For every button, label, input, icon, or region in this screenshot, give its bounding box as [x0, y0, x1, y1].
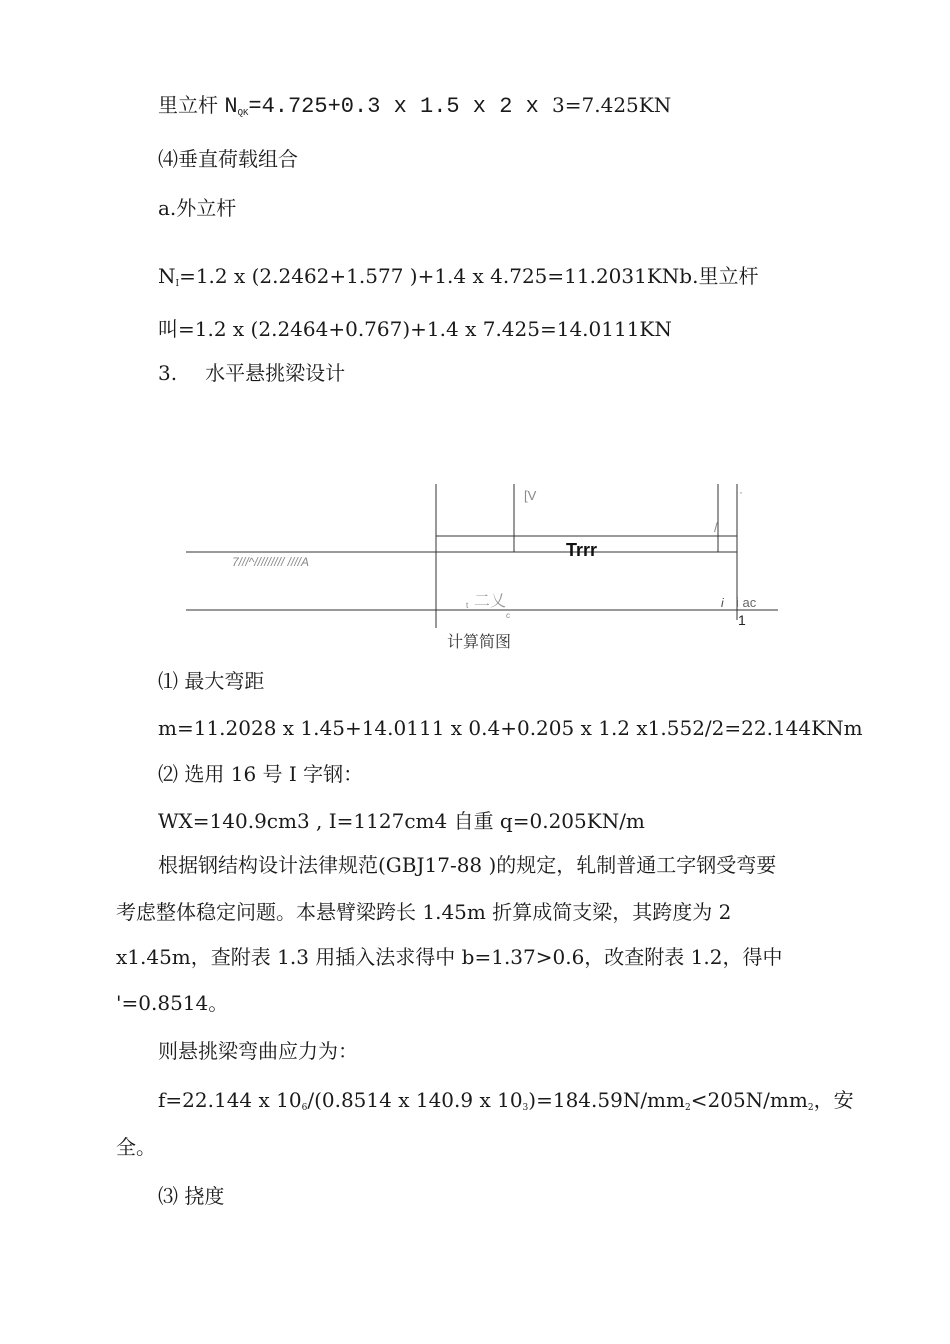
label-c: c [506, 611, 510, 620]
heading-max-moment: ⑴ 最大弯距 [158, 669, 265, 693]
heading-deflection: ⑶ 挠度 [158, 1184, 225, 1208]
paragraph-line-1: 根据钢结构设计法律规范(GBJ17-88 )的规定，轧制普通工字钢受弯要 [158, 853, 777, 877]
label-iac: i ac [736, 595, 757, 610]
formula-outer-pole-n1: $N_I=1.2$ x (2.2462+1.577 )+1.4 x 4.725=11.2031KNb.里立杆 [158, 264, 759, 289]
section-heading-cantilever-beam: 3. 水平悬挑梁设计 [158, 361, 346, 385]
heading-bending-stress: 则悬挑梁弯曲应力为： [158, 1039, 358, 1063]
label-slash: / [714, 520, 718, 535]
formula-inner-pole-load: 里立杆 $N_{QK}=4.725+0.3$ x 1.5 x 2 x 3=7.425KN [158, 93, 672, 119]
label-t: t [466, 601, 469, 610]
label-i: i [721, 596, 724, 610]
formula-inner-pole-n2: 叫=1.2 x (2.2464+0.767)+1.4 x 7.425=14.0111KN [158, 317, 672, 341]
formula-max-moment: m=11.2028 x 1.45+14.0111 x 0.4+0.205 x 1.2 x1.552/2=22.144KNm [158, 716, 863, 740]
safety-conclusion: 全。 [116, 1135, 156, 1159]
diagram-caption: 计算简图 [447, 634, 512, 651]
heading-outer-pole: a.外立杆 [158, 196, 237, 220]
formula-bending-stress: f=22.144 x $10_6/(0.8514$ x 140.9 x $10_3)=184.59N/mm_2<205N/mm_2$，安 [158, 1088, 854, 1113]
heading-vertical-load-combination: ⑷垂直荷载组合 [158, 147, 298, 171]
heading-i-beam-selection: ⑵ 选用 16 号 I 字钢： [158, 762, 364, 786]
calculation-diagram [0, 470, 950, 660]
label-hatch: 7///^///////// ////A [232, 555, 309, 569]
paragraph-line-2: 考虑整体稳定问题。本悬臂梁跨长 1.45m 折算成简支梁，其跨度为 2 [116, 900, 732, 924]
label-1: 1 [738, 612, 746, 628]
paragraph-line-3: x1.45m，查附表 1.3 用插入法求得中 b=1.37>0.6，改查附表 1.2，得中 [116, 945, 783, 969]
label-v: [V [524, 488, 537, 503]
label-dot: · [739, 485, 743, 499]
label-er: 二乂 [474, 593, 507, 610]
diagram-svg [0, 470, 950, 660]
label-trrr: Trrr [566, 540, 598, 560]
beam-properties: WX=140.9cm3 , I=1127cm4 自重 q=0.205KN/m [158, 809, 645, 833]
paragraph-line-4: '=0.8514。 [116, 991, 229, 1015]
